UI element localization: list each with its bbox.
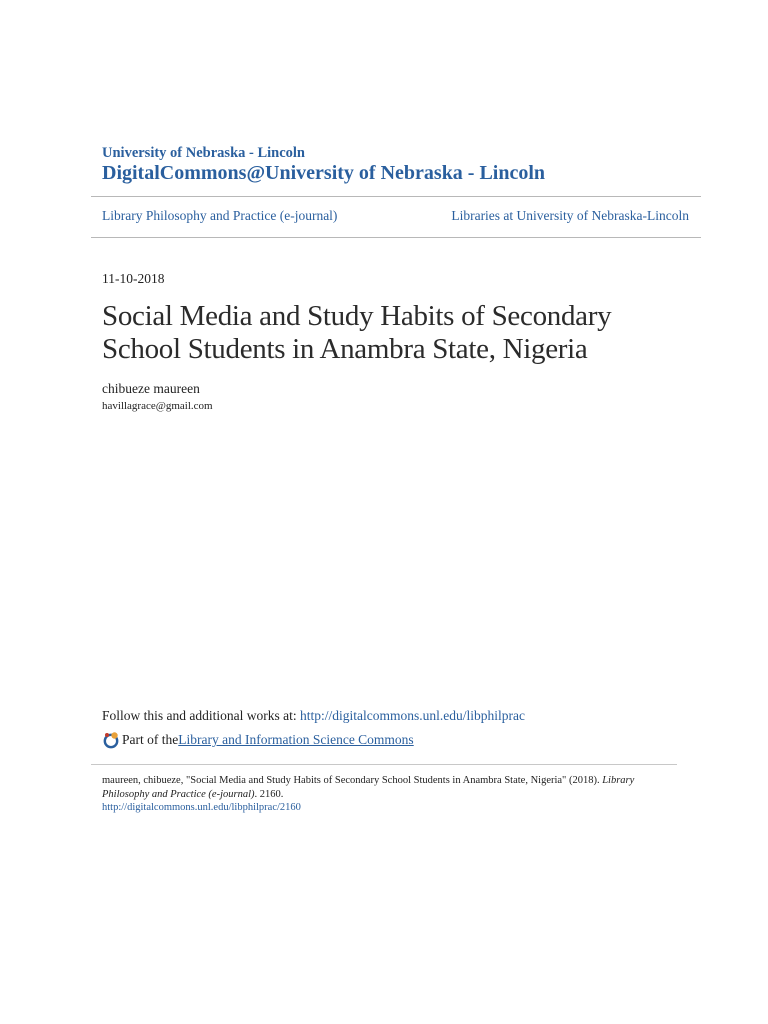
- journal-link[interactable]: Library Philosophy and Practice (e-journal): [102, 208, 338, 223]
- repository-link[interactable]: DigitalCommons@University of Nebraska - Lincoln: [102, 162, 546, 184]
- citation-number: . 2160.: [254, 788, 284, 800]
- commons-icon: [102, 731, 120, 749]
- institution-link[interactable]: University of Nebraska - Lincoln: [102, 145, 305, 161]
- libraries-link[interactable]: Libraries at University of Nebraska-Lincoln: [451, 208, 689, 223]
- author-name: chibueze maureen: [102, 381, 200, 396]
- part-of-line: [102, 730, 414, 750]
- author-email: havillagrace@gmail.com: [102, 400, 213, 412]
- citation-block: [102, 774, 662, 815]
- follow-label: Follow this and additional works at:: [102, 708, 300, 723]
- commons-link[interactable]: Library and Information Science Commons: [178, 732, 414, 747]
- collection-url-link[interactable]: http://digitalcommons.unl.edu/libphilprac: [300, 708, 525, 723]
- article-title: Social Media and Study Habits of Secondary School Students in Anambra State, Nigeria: [102, 300, 612, 365]
- top-divider: [91, 196, 701, 197]
- citation-divider: [91, 764, 677, 765]
- citation-journal: Library Philosophy and Practice (e-journal): [102, 775, 635, 800]
- citation-text: maureen, chibueze, "Social Media and Study Habits of Secondary School Students in Anambra State, Nigeria" (2018).: [102, 775, 603, 786]
- citation-url-link[interactable]: http://digitalcommons.unl.edu/libphilprac/2160: [102, 802, 301, 813]
- part-of-label: Part of the: [122, 732, 179, 747]
- publication-date: 11-10-2018: [102, 271, 165, 286]
- nav-divider: [91, 237, 701, 238]
- follow-line: [102, 707, 525, 725]
